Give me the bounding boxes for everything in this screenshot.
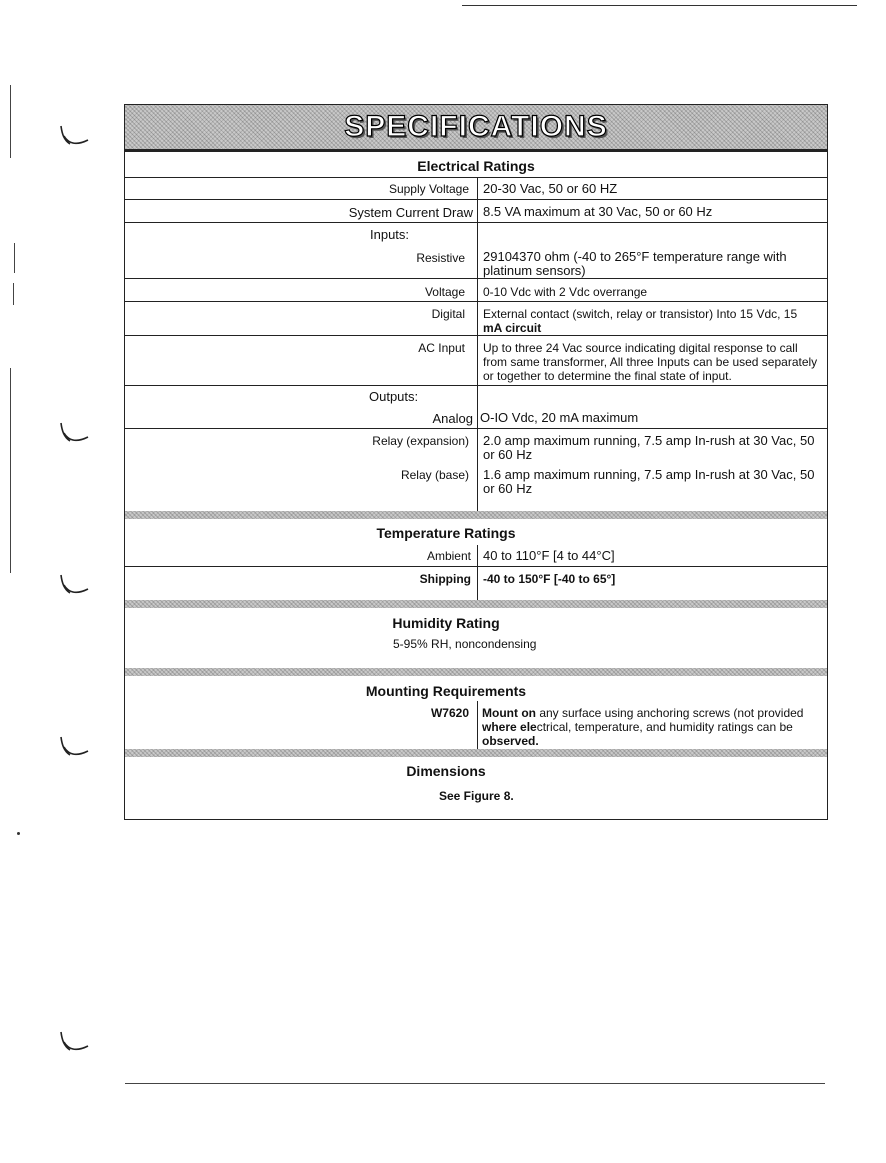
bottom-rule <box>125 1083 825 1084</box>
scan-margin-line <box>10 85 11 158</box>
divider <box>125 335 827 336</box>
divider <box>125 199 827 200</box>
binder-ring-icon <box>58 421 90 445</box>
digital-label: Digital <box>431 307 465 321</box>
analog-value: O-IO Vdc, 20 mA maximum <box>480 410 639 425</box>
section-band <box>125 749 827 757</box>
top-rule <box>462 5 857 6</box>
humidity-value: 5-95% RH, noncondensing <box>393 637 537 651</box>
divider <box>125 301 827 302</box>
resistive-label: Resistive <box>416 251 465 265</box>
divider <box>125 149 827 152</box>
binder-ring-icon <box>58 573 90 597</box>
mounting-heading: Mounting Requirements <box>365 683 527 699</box>
supply-voltage-value: 20-30 Vac, 50 or 60 HZ <box>483 181 618 196</box>
relay-expansion-value: 2.0 amp maximum running, 7.5 amp In-rush at 30 Vac, 50 or 60 Hz <box>483 433 815 462</box>
system-current-label: System Current Draw <box>348 205 473 220</box>
humidity-heading: Humidity Rating <box>392 615 500 631</box>
digital-value <box>483 307 818 335</box>
digital-value-text: External contact (switch, relay or transistor) Into 15 Vdc, 15 <box>483 307 798 321</box>
supply-voltage-label: Supply Voltage <box>388 182 469 196</box>
divider <box>125 428 827 429</box>
divider <box>125 177 827 178</box>
electrical-heading: Electrical Ratings <box>417 158 535 174</box>
dimensions-value: See Figure 8. <box>439 789 514 803</box>
title-band <box>125 105 827 149</box>
binder-ring-icon <box>58 735 90 759</box>
section-band <box>125 668 827 676</box>
column-divider <box>477 545 478 600</box>
mounting-value <box>482 706 817 748</box>
binder-ring-icon <box>58 124 90 148</box>
digital-value-bold: mA circuit <box>483 321 542 335</box>
voltage-label: Voltage <box>424 285 465 299</box>
analog-label: Analog <box>432 411 473 426</box>
section-band <box>125 511 827 519</box>
binder-ring-icon <box>58 1030 90 1054</box>
divider <box>125 222 827 223</box>
page-title: SPECIFICATIONS <box>344 110 608 143</box>
resistive-value: 29104370 ohm (-40 to 265°F temperature range with platinum sensors) <box>483 249 787 278</box>
mounting-value-bold2: where ele <box>482 720 537 734</box>
relay-base-label: Relay (base) <box>400 468 469 482</box>
ac-input-value: Up to three 24 Vac source indicating digital response to call from same transformer, All three Inputs can be used separately or together to determine the final state of input. <box>483 341 818 383</box>
inputs-label: Inputs: <box>370 227 410 242</box>
specifications-table <box>124 104 828 820</box>
temperature-heading: Temperature Ratings <box>376 525 516 541</box>
shipping-value: -40 to 150°F [-40 to 65°] <box>483 572 616 586</box>
divider <box>125 385 827 386</box>
system-current-value: 8.5 VA maximum at 30 Vac, 50 or 60 Hz <box>483 204 713 219</box>
mounting-value-bold3: observed. <box>482 734 539 748</box>
ambient-value: 40 to 110°F [4 to 44°C] <box>483 548 615 563</box>
voltage-value: 0-10 Vdc with 2 Vdc overrange <box>483 285 648 299</box>
divider <box>125 566 827 567</box>
mounting-value-text1: any surface using anchoring screws (not provided <box>535 706 804 720</box>
divider <box>125 278 827 279</box>
mounting-label: W7620 <box>430 706 469 720</box>
ac-input-label: AC Input <box>418 341 465 355</box>
relay-base-value: 1.6 amp maximum running, 7.5 amp In-rush at 30 Vac, 50 or 60 Hz <box>483 467 815 496</box>
column-divider <box>477 177 478 511</box>
scan-speck <box>17 832 20 835</box>
dimensions-heading: Dimensions <box>406 763 486 779</box>
mounting-value-text2: ctrical, temperature, and humidity ratings can be <box>536 720 793 734</box>
scan-margin-mark <box>14 243 15 273</box>
ambient-label: Ambient <box>426 549 471 563</box>
outputs-label: Outputs: <box>369 389 419 404</box>
shipping-label: Shipping <box>419 572 471 586</box>
scan-margin-line <box>10 368 11 573</box>
column-divider <box>477 701 478 749</box>
mounting-value-bold1: Mount on <box>482 706 536 720</box>
scan-margin-mark <box>13 283 14 305</box>
relay-expansion-label: Relay (expansion) <box>372 434 469 448</box>
section-band <box>125 600 827 608</box>
